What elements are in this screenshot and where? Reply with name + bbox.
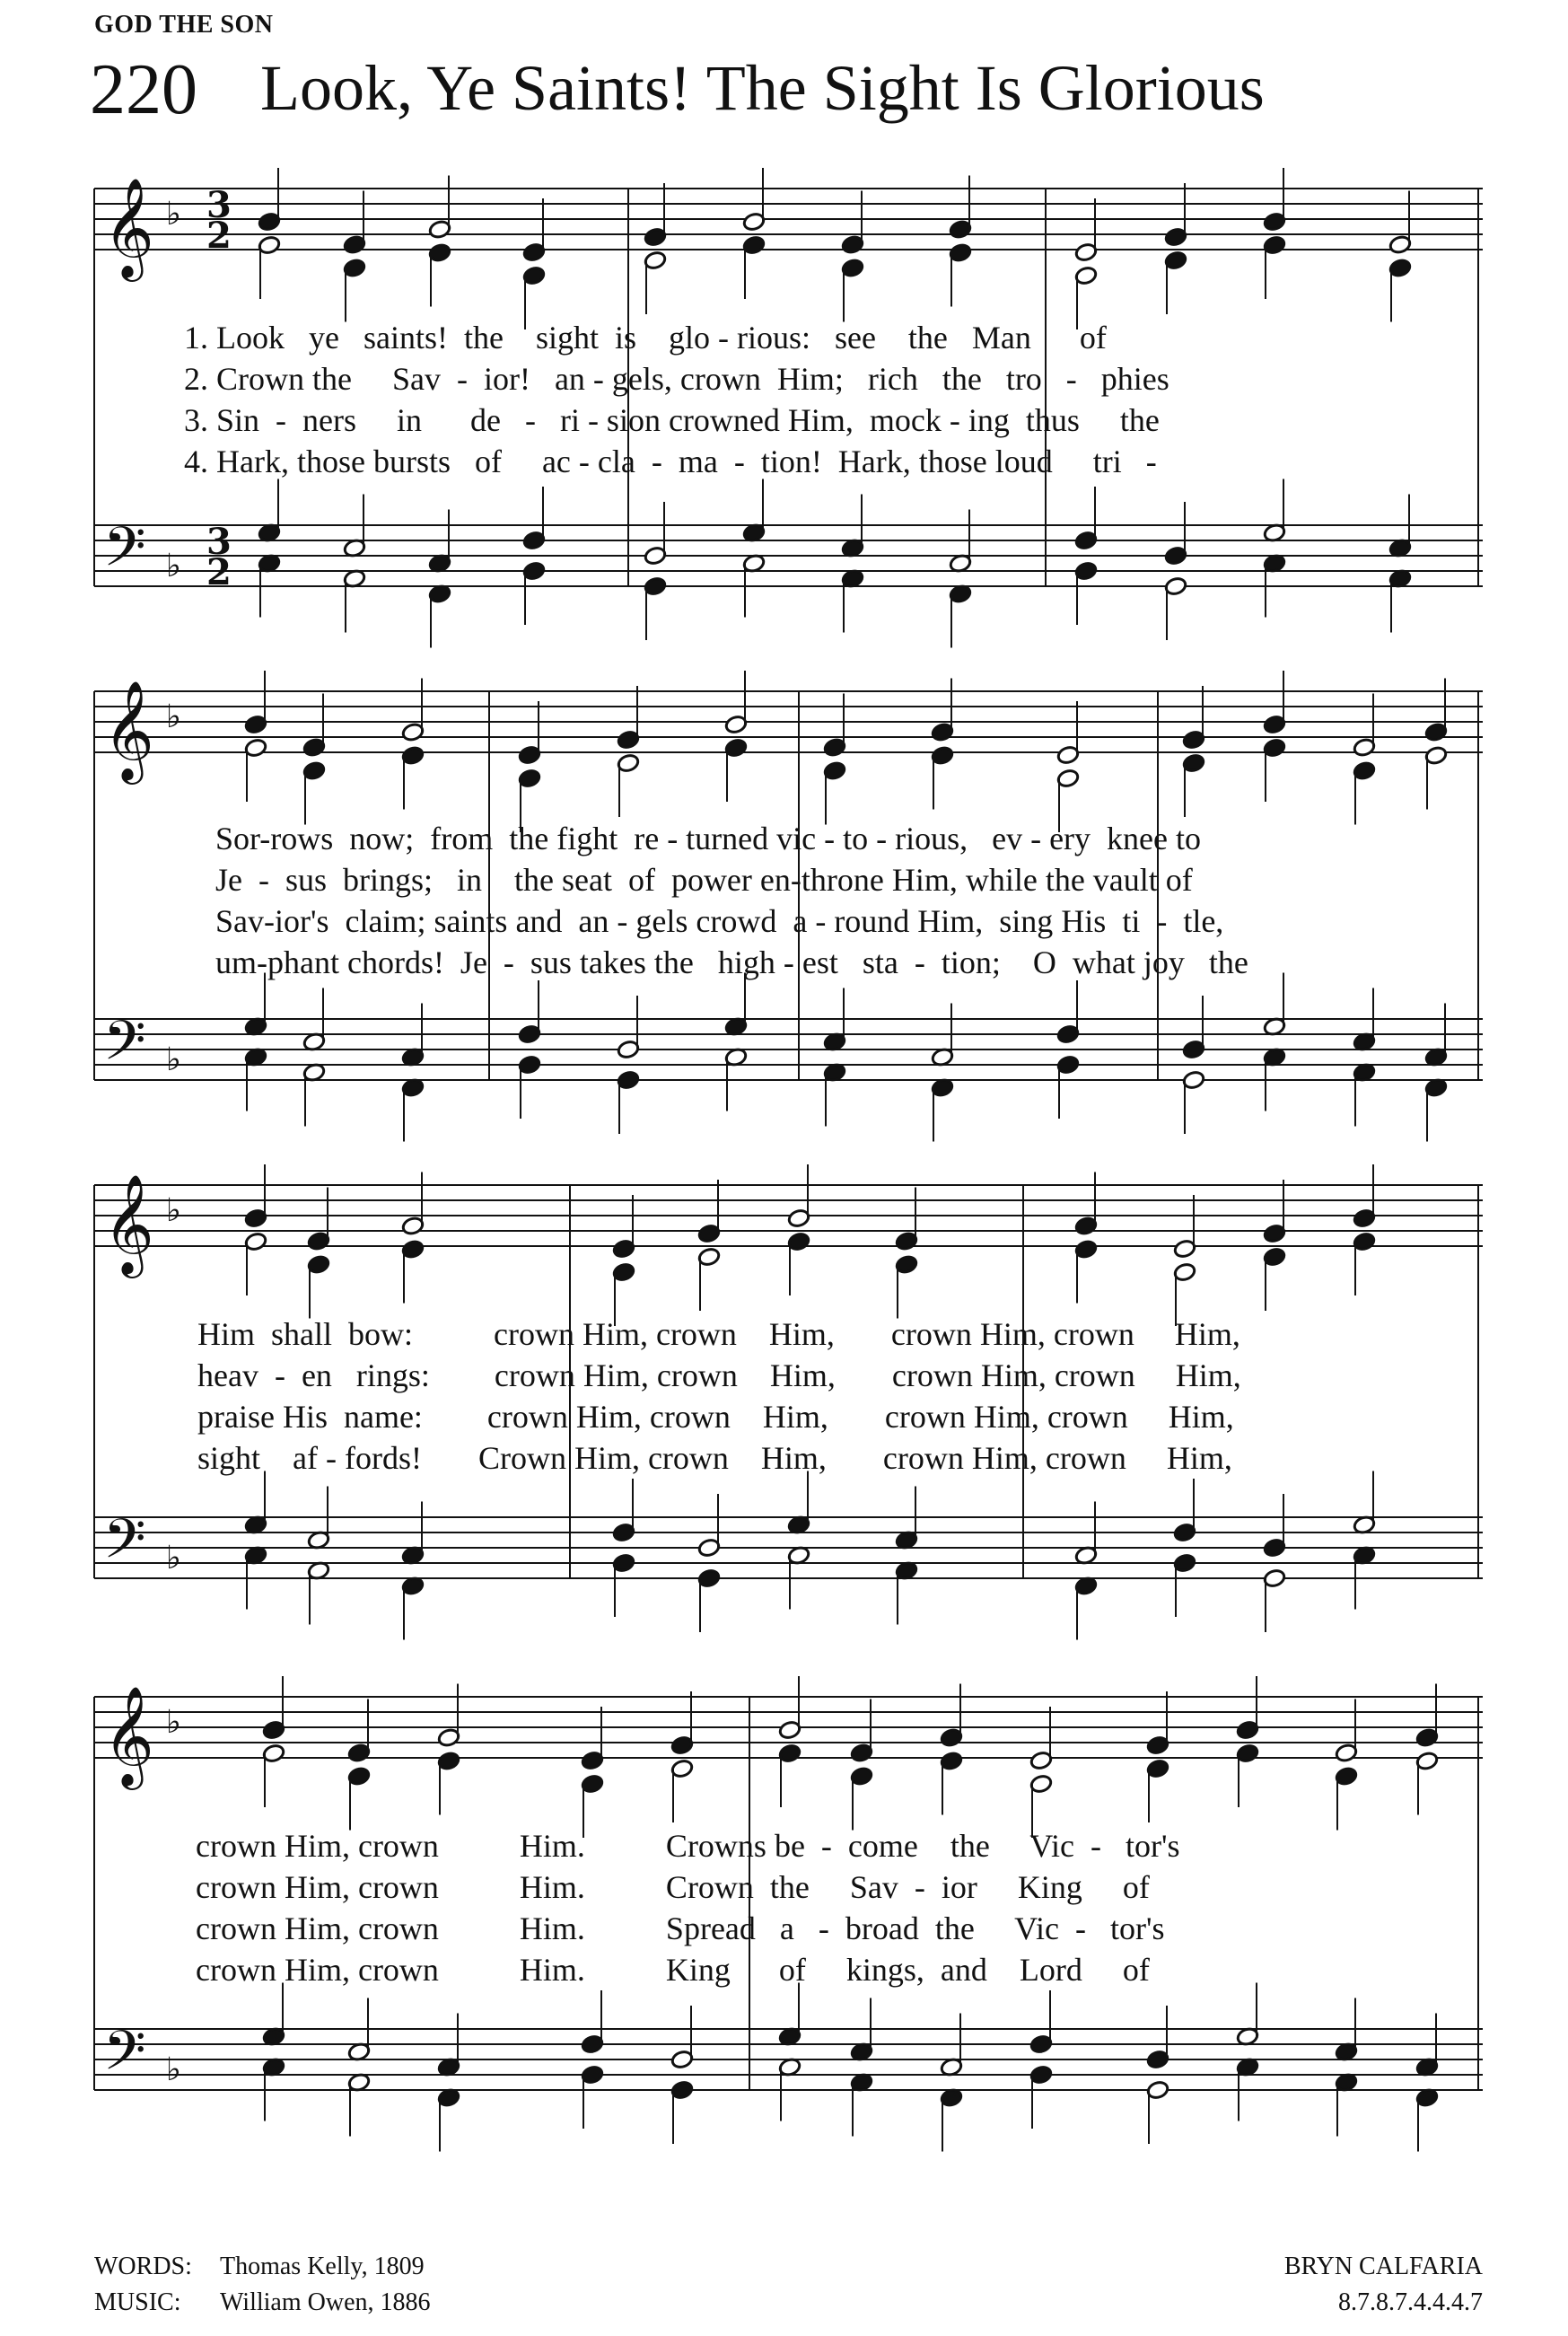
treble-clef-icon: 𝄞	[103, 680, 154, 780]
time-signature: 2	[206, 215, 232, 257]
bass-clef-icon: 𝄢	[103, 1507, 146, 1585]
lyric-line: crown Him, crown Him. Spread a - broad the Vic - tor's	[196, 1910, 1165, 1946]
lyric-line: 4. Hark, those bursts of ac - cla - ma - tion! Hark, those loud tri -	[184, 443, 1157, 479]
flat-sign-icon: ♭	[166, 1192, 181, 1229]
lyric-line: 1. Look ye saints! the sight is glo - rious: see the Man of	[184, 320, 1107, 356]
treble-clef-icon: 𝄞	[103, 1685, 154, 1786]
lyric-line: 2. Crown the Sav - ior! an - gels, crown Him; rich the tro - phies	[184, 361, 1169, 397]
flat-sign-icon: ♭	[166, 1704, 181, 1741]
lyric-line: crown Him, crown Him. Crowns be - come the Vic - tor's	[196, 1828, 1180, 1864]
bass-clef-icon: 𝄢	[103, 1009, 146, 1086]
lyric-line: crown Him, crown Him. Crown the Sav - ior King of	[196, 1869, 1150, 1905]
words-credit	[94, 2249, 431, 2285]
time-signature: 3	[206, 184, 232, 226]
flat-sign-icon: ♭	[166, 2051, 181, 2088]
lyric-line: Je - sus brings; in the seat of power en-throne Him, while the vault of	[215, 862, 1193, 898]
tune-meter: 8.7.8.7.4.4.4.7	[1338, 2288, 1483, 2316]
treble-clef-icon: 𝄞	[103, 1173, 154, 1274]
words-label: WORDS:	[94, 2253, 192, 2280]
music-label: MUSIC:	[94, 2288, 181, 2316]
lyric-line: Sav-ior's claim; saints and an - gels crowd a - round Him, sing His ti - tle,	[215, 903, 1224, 939]
lyric-line: sight af - fords! Crown Him, crown Him, crown Him, crown Him,	[197, 1440, 1232, 1476]
tune-info	[1284, 2249, 1483, 2321]
flat-sign-icon: ♭	[166, 698, 181, 735]
section-heading: GOD THE SON	[94, 11, 274, 39]
treble-clef-icon: 𝄞	[103, 177, 154, 277]
time-signature: 2	[206, 551, 232, 593]
flat-sign-icon: ♭	[166, 196, 181, 233]
lyric-line: crown Him, crown Him. King of kings, and Lord of	[196, 1952, 1150, 1988]
lyric-line: heav - en rings: crown Him, crown Him, crown Him, crown Him,	[197, 1357, 1241, 1393]
hymn-title: Look, Ye Saints! The Sight Is Glorious	[260, 52, 1265, 124]
bass-clef-icon: 𝄢	[103, 2019, 146, 2096]
flat-sign-icon: ♭	[166, 548, 181, 584]
music-credit	[94, 2285, 431, 2321]
lyric-line: um-phant chords! Je - sus takes the high - est sta - tion; O what joy the	[215, 944, 1248, 980]
lyric-line: 3. Sin - ners in de - ri - sion crowned Him, mock - ing thus the	[184, 402, 1160, 438]
music-composer: William Owen, 1886	[220, 2288, 431, 2316]
flat-sign-icon: ♭	[166, 1540, 181, 1576]
flat-sign-icon: ♭	[166, 1041, 181, 1078]
hymn-number: 220	[90, 50, 197, 129]
lyric-line: Him shall bow: crown Him, crown Him, crown Him, crown Him,	[197, 1316, 1240, 1352]
bass-clef-icon: 𝄢	[103, 515, 146, 593]
words-author: Thomas Kelly, 1809	[220, 2253, 425, 2280]
credits	[94, 2249, 431, 2321]
tune-name: BRYN CALFARIA	[1283, 2253, 1483, 2280]
lyric-line: praise His name: crown Him, crown Him, crown Him, crown Him,	[197, 1399, 1234, 1435]
lyric-line: Sor-rows now; from the fight re - turned vic - to - rious, ev - ery knee to	[215, 821, 1201, 856]
time-signature: 3	[206, 521, 232, 563]
